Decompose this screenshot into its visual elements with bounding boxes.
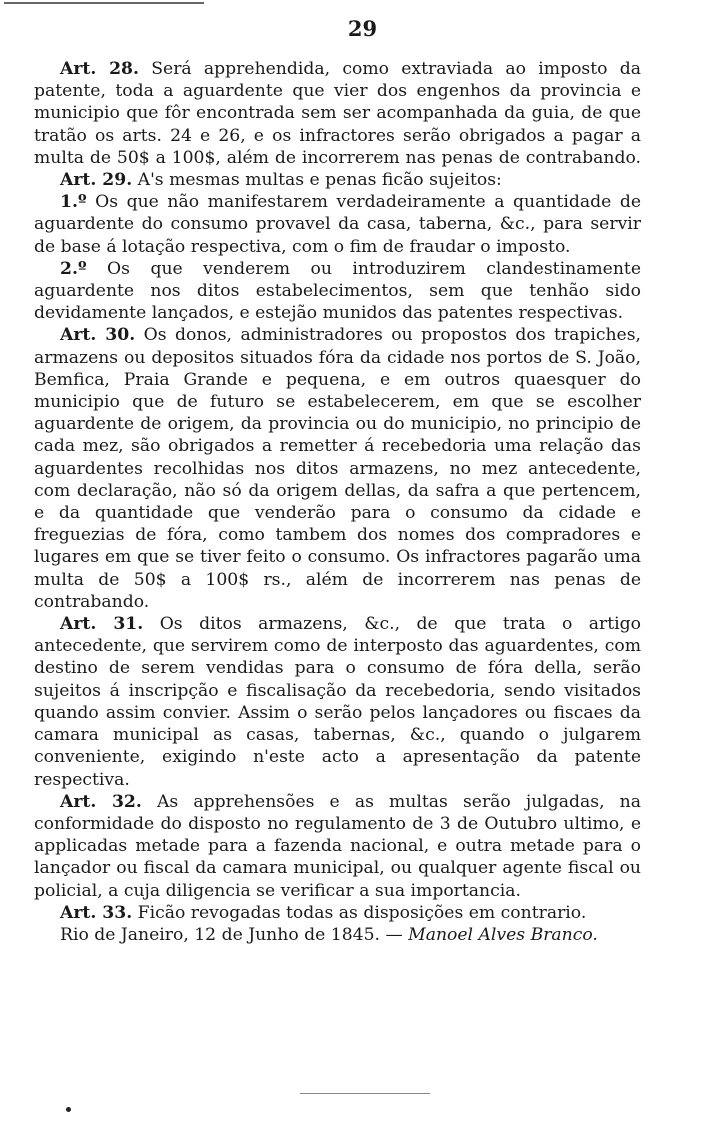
article-33: [34, 902, 641, 924]
top-rule: [4, 2, 204, 4]
article-text: As apprehensões e as multas serão julgadas, na conformidade do disposto no regulamento de 3 de Outubro ultimo, e applicadas metade para a fazenda nacional, e outra metade para o lançador ou fiscal da camara municipal, ou qualquer agente fiscal ou policial, a cuja diligencia se verificar a sua importancia.: [34, 791, 641, 901]
clause-1: [34, 191, 641, 258]
document-body: [34, 58, 641, 946]
bottom-rule: [300, 1093, 430, 1094]
article-28: [34, 58, 641, 169]
article-32: [34, 791, 641, 902]
signature-place-date: Rio de Janeiro, 12 de Junho de 1845. —: [60, 924, 409, 945]
clause-text: Os que venderem ou introduzirem clandestinamente aguardente nos ditos estabelecimentos, sem que tenhão sido devidamente lançados, e estejão munidos das patentes respectivas.: [34, 258, 641, 324]
clause-2: [34, 258, 641, 325]
article-text: Será apprehendida, como extraviada ao imposto da patente, toda a aguardente que vier dos engenhos da provincia e municipio que fôr encontrada sem ser acompanhada da guia, de que tratão os arts. 24 e 26, e os infractores serão obrigados a pagar a multa de 50$ a 100$, além de incorrerem nas penas de contrabando.: [34, 59, 642, 168]
clause-label: 2.º: [60, 258, 87, 279]
page-mark: [66, 1107, 71, 1112]
article-label: Art. 28.: [60, 59, 139, 79]
article-29: [34, 169, 641, 191]
article-31: [34, 613, 641, 791]
article-text: A's mesmas multas e penas ficão sujeitos:: [132, 170, 502, 191]
signature-line: [34, 924, 641, 946]
clause-label: 1.º: [60, 192, 87, 213]
clause-text: Os que não manifestarem verdadeiramente a quantidade de aguardente do consumo provavel da casa, taberna, &c., para servir de base á lotação respectiva, com o fim de fraudar o imposto.: [34, 192, 641, 257]
signature-name: Manoel Alves Branco.: [408, 924, 598, 945]
article-label: Art. 29.: [60, 170, 133, 191]
article-text: Os ditos armazens, &c., de que trata o artigo antecedente, que servirem como de interposto das aguardentes, com destino de serem vendidas para o consumo de fóra della, serão sujeitos á inscripção e fiscalisação da recebedoria, sendo visitados quando assim convier. Assim o serão pelos lançadores ou fiscaes da camara municipal as casas, tabernas, &c., quando o julgarem conveniente, exigindo n'este acto a apresentação da patente respectiva.: [34, 614, 641, 790]
article-text: Ficão revogadas todas as disposições em contrario.: [132, 902, 587, 923]
page-number: 29: [347, 16, 378, 41]
article-text: Os donos, administradores ou propostos dos trapiches, armazens ou depositos situados fóra da cidade nos portos de S. João, Bemfica, Praia Grande e pequena, e em outros quaesquer do municipio que de futuro se estabelecerem, em que se escolher aguardente de origem, da provincia ou do municipio, no principio de cada mez, são obrigados a remetter á recebedoria uma relação das aguardentes recolhidas nos ditos armazens, no mez antecedente, com declaração, não só da origem dellas, da safra a que pertencem, e da quantidade que venderão para o consumo da cidade e freguezias de fóra, como tambem dos nomes dos compradores e lugares em que se tiver feito o consumo. Os infractores pagarão uma multa de 50$ a 100$ rs., além de incorrerem nas penas de contrabando.: [34, 325, 641, 612]
article-30: [34, 324, 641, 613]
article-label: Art. 33.: [60, 902, 133, 923]
article-label: Art. 32.: [60, 791, 142, 812]
article-label: Art. 31.: [60, 614, 144, 635]
article-label: Art. 30.: [60, 325, 136, 346]
